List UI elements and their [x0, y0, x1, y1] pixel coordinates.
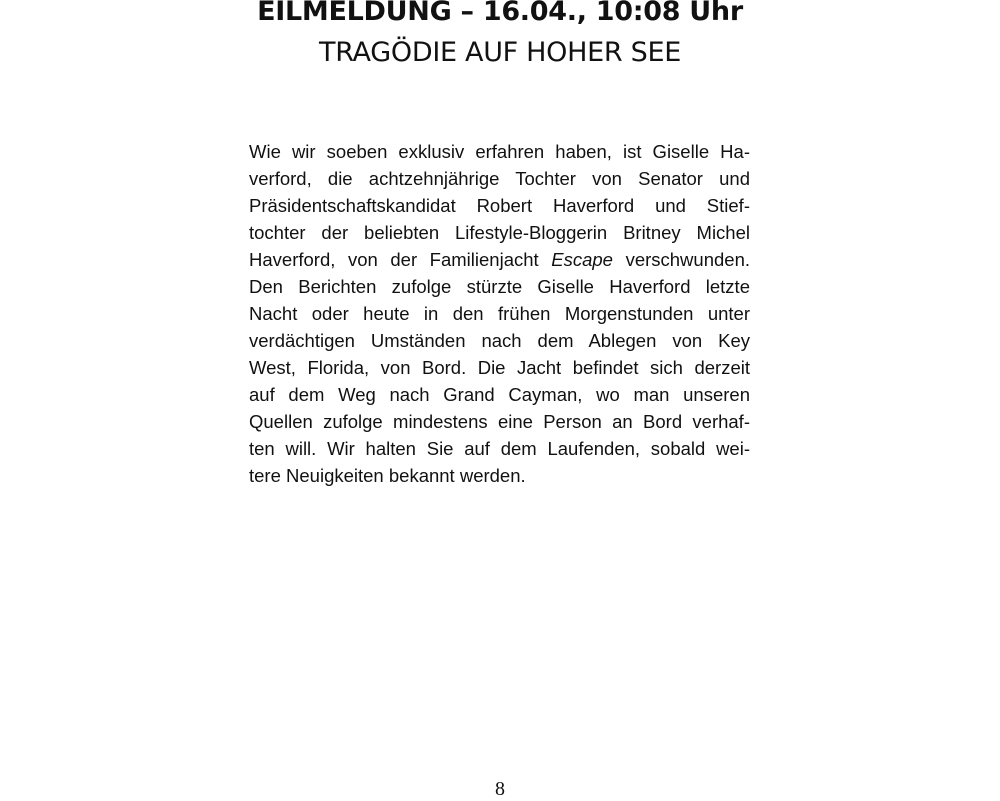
- body-line: West, Florida, von Bord. Die Jacht befindet sich derzeit: [249, 357, 750, 378]
- body-line: Präsidentschaftskandidat Robert Haverford und Stief-: [249, 195, 750, 216]
- body-line: tere Neuigkeiten bekannt werden.: [249, 465, 526, 486]
- yacht-name: Escape: [551, 249, 613, 270]
- body-line: Nacht oder heute in den frühen Morgenstunden unter: [249, 303, 750, 324]
- body-line: Quellen zufolge mindestens eine Person an Bord verhaf-: [249, 411, 750, 432]
- page-number: 8: [495, 778, 505, 800]
- body-line: verdächtigen Umständen nach dem Ablegen von Key: [249, 330, 750, 351]
- body-line: auf dem Weg nach Grand Cayman, wo man unseren: [249, 384, 750, 405]
- breaking-news-headline: EILMELDUNG – 16.04., 10:08 Uhr: [257, 0, 743, 27]
- article-subheadline: TRAGÖDIE AUF HOHER SEE: [319, 37, 681, 68]
- body-line: Haverford, von der Familienjacht Escape verschwunden.: [249, 249, 751, 270]
- body-line: verford, die achtzehnjährige Tochter von Senator und: [249, 168, 750, 189]
- body-line: ten will. Wir halten Sie auf dem Laufenden, sobald wei-: [249, 438, 750, 459]
- article-body: [249, 138, 750, 489]
- body-line: Wie wir soeben exklusiv erfahren haben, ist Giselle Ha-: [249, 141, 750, 162]
- body-line: Den Berichten zufolge stürzte Giselle Haverford letzte: [249, 276, 750, 297]
- body-line: tochter der beliebten Lifestyle-Bloggerin Britney Michel: [249, 222, 750, 243]
